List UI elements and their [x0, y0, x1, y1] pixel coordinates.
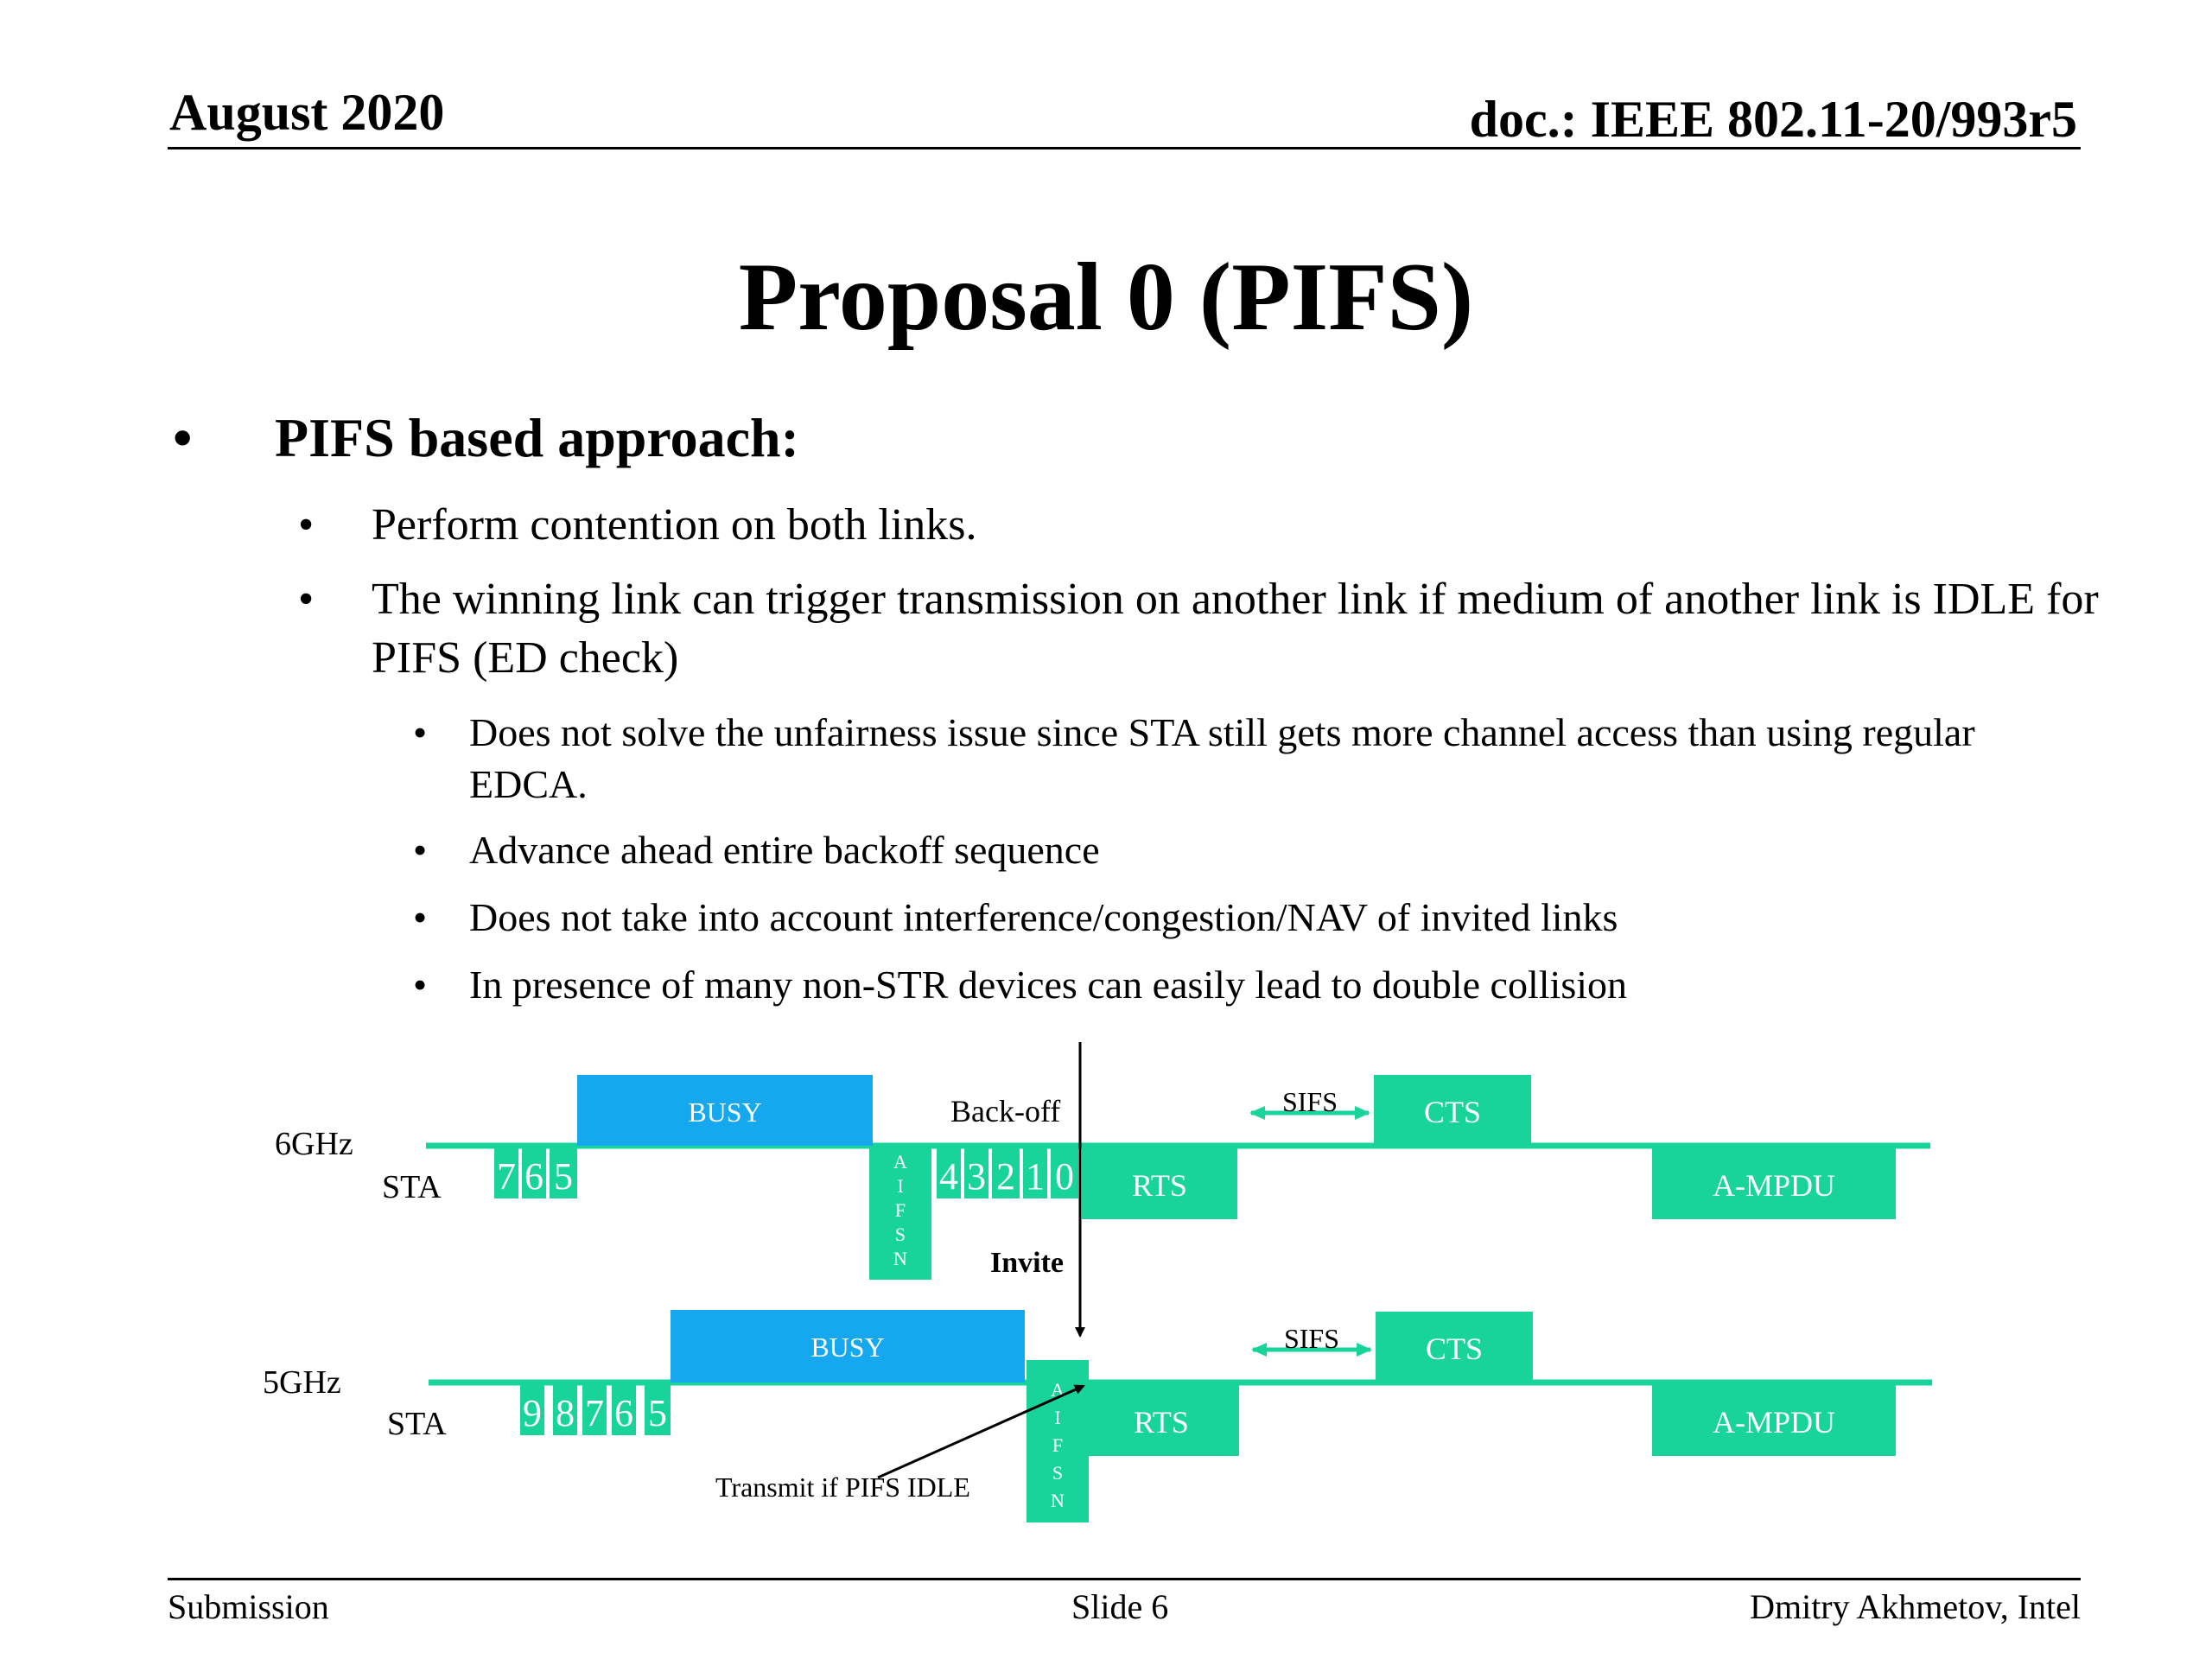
bullet-item-4: • In presence of many non-STR devices can easily lead to double collision — [413, 959, 2055, 1011]
footer-submission: Submission — [168, 1587, 329, 1626]
aifsn-letter: S — [1052, 1462, 1064, 1484]
counter-value: 7 — [497, 1155, 516, 1198]
backoff-counters-6ghz-pre — [494, 1148, 577, 1198]
slide-title: Proposal 0 (PIFS) — [738, 244, 1474, 351]
bullet-main: • PIFS based approach: — [173, 407, 799, 468]
ampdu-label-5ghz: A-MPDU — [1712, 1405, 1836, 1440]
bullet-item-2: • Advance ahead entire backoff sequence — [413, 824, 2055, 876]
bullet-sub2: • The winning link can trigger transmission on another link if medium of another link is IDLE for PIFS (ED check) — [298, 570, 2121, 688]
rts-label-6ghz: RTS — [1132, 1168, 1187, 1203]
footer-rule — [168, 1578, 2081, 1580]
backoff-counters-5ghz — [520, 1385, 671, 1435]
header-doc-id: doc.: IEEE 802.11-20/993r5 — [1469, 91, 2077, 148]
counter-value: 3 — [967, 1155, 986, 1198]
cts-label-6ghz: CTS — [1423, 1095, 1482, 1129]
cts-label-5ghz: CTS — [1425, 1332, 1484, 1366]
counter-value: 4 — [939, 1155, 958, 1198]
aifsn-letter: A — [893, 1151, 907, 1173]
aifsn-letter: F — [894, 1199, 906, 1221]
counter-value: 0 — [1055, 1155, 1074, 1198]
aifsn-letter: I — [1054, 1407, 1061, 1428]
aifsn-letter: F — [1052, 1434, 1064, 1456]
ampdu-label-6ghz: A-MPDU — [1712, 1168, 1836, 1203]
band-6ghz-label: 6GHz — [275, 1126, 353, 1162]
sifs-label-5ghz: SIFS — [1283, 1323, 1340, 1354]
invite-label: Invite — [990, 1247, 1064, 1279]
aifsn-letter: N — [1051, 1490, 1065, 1511]
counter-value: 5 — [554, 1155, 573, 1198]
bullet-main-text: PIFS based approach: — [275, 407, 799, 468]
counter-value: 9 — [523, 1392, 542, 1434]
sifs-label-6ghz: SIFS — [1281, 1086, 1338, 1117]
band-5ghz-label: 5GHz — [263, 1364, 341, 1401]
bullet-item-text: Does not take into account interference/congestion/NAV of invited links — [469, 895, 1618, 939]
backoff-counters-6ghz-post — [937, 1148, 1078, 1198]
busy-label-5ghz: BUSY — [810, 1332, 885, 1363]
bullet-item-1: • Does not solve the unfairness issue since STA still gets more channel access than using regular EDCA. — [413, 707, 2055, 810]
header-date: August 2020 — [169, 84, 445, 141]
transmit-label: Transmit if PIFS IDLE — [715, 1471, 970, 1503]
bullet-item-3: • Does not take into account interference/congestion/NAV of invited links — [413, 892, 2055, 944]
counter-value: 6 — [524, 1155, 543, 1198]
aifsn-letter: A — [1051, 1379, 1065, 1401]
aifsn-block-6ghz — [869, 1148, 931, 1280]
bullet-sub1: • Perform contention on both links. — [298, 496, 2121, 555]
counter-value: 7 — [585, 1392, 604, 1434]
bullet-item-text: Advance ahead entire backoff sequence — [469, 828, 1100, 872]
counter-value: 8 — [556, 1392, 575, 1434]
footer-slide-number: Slide 6 — [1071, 1587, 1169, 1626]
aifsn-letter: I — [897, 1175, 904, 1197]
counter-value: 5 — [648, 1392, 667, 1434]
aifsn-letter: S — [894, 1224, 906, 1245]
counter-value: 2 — [996, 1155, 1015, 1198]
sta-label-6ghz: STA — [382, 1169, 442, 1205]
bullet-sub1-text: Perform contention on both links. — [372, 500, 977, 550]
busy-label-6ghz: BUSY — [688, 1096, 762, 1128]
rts-label-5ghz: RTS — [1134, 1405, 1189, 1440]
sta-label-5ghz: STA — [387, 1406, 447, 1442]
footer-author: Dmitry Akhmetov, Intel — [1750, 1587, 2081, 1626]
bullet-item-text: Does not solve the unfairness issue since STA still gets more channel access than using regular EDCA. — [469, 710, 1975, 806]
bullet-item-text: In presence of many non-STR devices can easily lead to double collision — [469, 963, 1627, 1007]
aifsn-block-5ghz — [1027, 1360, 1089, 1522]
counter-value: 1 — [1026, 1155, 1045, 1198]
counter-value: 6 — [614, 1392, 633, 1434]
bullet-sub2-text: The winning link can trigger transmission on another link if medium of another link is IDLE for PIFS (ED check) — [372, 575, 2099, 683]
aifsn-letter: N — [893, 1248, 907, 1269]
backoff-label: Back-off — [950, 1094, 1061, 1128]
